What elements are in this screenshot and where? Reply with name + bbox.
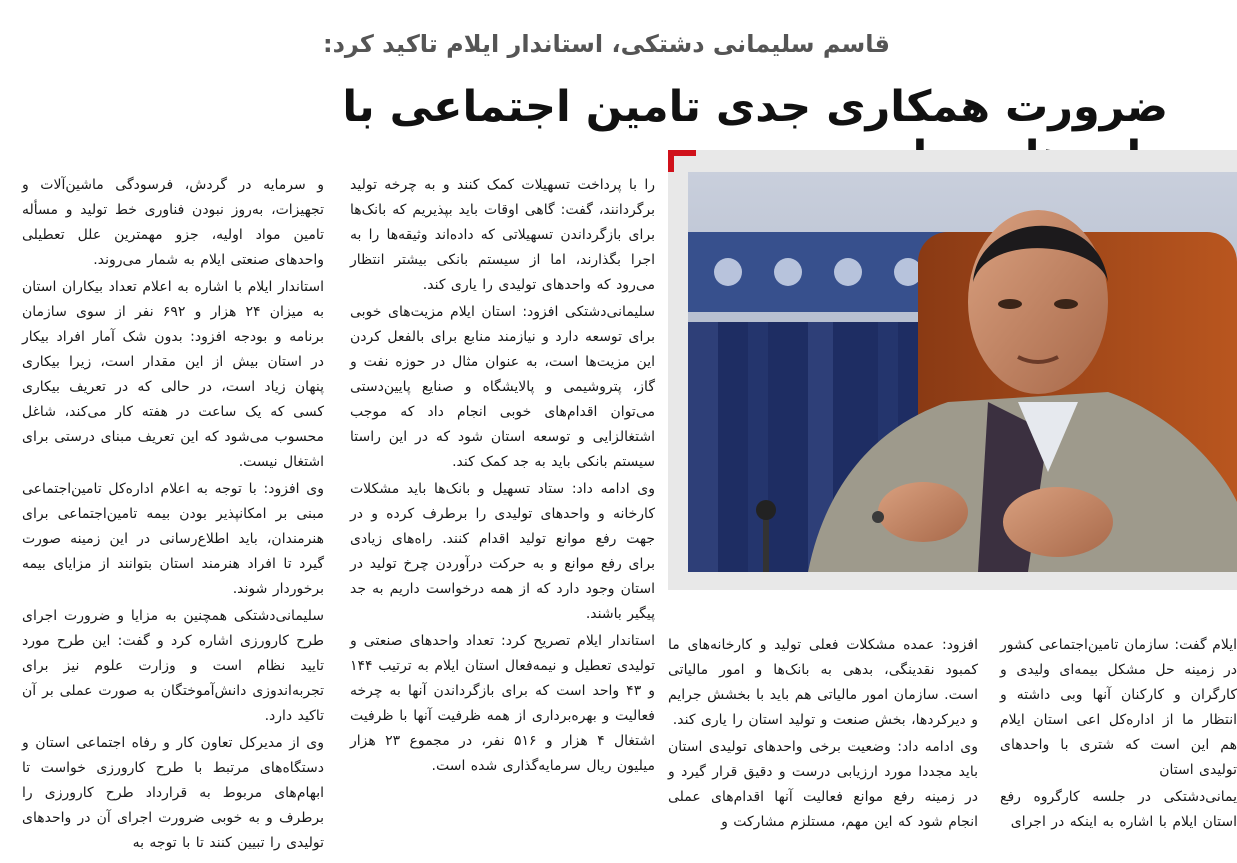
article-column-4: [1000, 633, 1237, 837]
paragraph: وی ادامه داد: ستاد تسهیل و بانک‌ها باید مشکلات کارخانه و واحدهای تولیدی را برطرف کرده و در جهت رفع موانع تولید اقدام کنند. راه‌های زیادی برای رفع موانع و به حرکت درآوردن چرخ تولید در استان وجود دارد که از همه درخواست داریم به جد پیگیر باشند.: [350, 481, 655, 622]
paragraph: وی از مدیرکل تعاون کار و رفاه اجتماعی استان و دستگاه‌های مرتبط با طرح کارورزی خواست تا ابهام‌های مربوط به قرارداد طرح کارورزی را برطرف و به خوبی ضرورت اجرای آن در واحدهای تولیدی را تبیین کنند تا با توجه به: [22, 735, 324, 851]
paragraph: استاندار ایلام تصریح کرد: تعداد واحدهای صنعتی و تولیدی تعطیل و نیمه‌فعال استان ایلام به ترتیب ۱۴۴ و ۴۳ واحد است که برای بازگرداندن آنها به چرخه فعالیت و بهره‌برداری از همه ظرفیت آنها با ظرفیت اشتغال ۴ هزار و ۵۱۶ نفر، در مجموع ۲۳ هزار میلیون ریال سرمایه‌گذاری شده است.: [350, 633, 655, 774]
paragraph: سلیمانی‌دشتکی افزود: استان ایلام مزیت‌های خوبی برای توسعه دارد و نیازمند منابع برای بالفعل کردن این مزیت‌ها است، به عنوان مثال در حوزه نفت و گاز، پتروشیمی و پالایشگاه و صنایع پایین‌دستی می‌توان اقدام‌های خوبی انجام داد که موجب اشتغالزایی و توسعه استان شود که در این راستا سیستم بانکی باید به جد کمک کند.: [350, 304, 655, 470]
paragraph: و سرمایه در گردش، فرسودگی ماشین‌آلات و تجهیزات، به‌روز نبودن فناوری خط تولید و مسأله تامین مواد اولیه، جزو مهمترین علل تعطیلی واحدهای صنعتی ایلام به شمار می‌روند.: [22, 177, 324, 268]
article-headline: ضرورت همکاری جدی تامین اجتماعی با: [342, 82, 1168, 132]
paragraph: یمانی‌دشتکی در جلسه کارگروه رفع استان ایلام با اشاره به اینکه در اجرای: [1000, 789, 1237, 830]
paragraph: وی ادامه داد: وضعیت برخی واحدهای تولیدی استان باید مجددا مورد ارزیابی درست و دقیق قرار گیرد و در زمینه رفع موانع فعالیت آنها اقدام‌های عملی انجام شود که این مهم، مستلزم مشارکت و: [668, 739, 978, 830]
paragraph: استاندار ایلام با اشاره به اعلام تعداد بیکاران استان به میزان ۲۴ هزار و ۶۹۲ نفر از سوی سازمان برنامه و بودجه افزود: بدون شک آمار افراد بیکار در استان بیش از این مقدار است، زیرا بیکاری پنهان زیاد است، در حالی که در تعریف بیکاری کسی که یک ساعت در هفته کار می‌کند، شاغل محسوب می‌شود که این تعریف مبنای درستی برای اشتغال نیست.: [22, 279, 324, 470]
article-column-3: [668, 633, 978, 837]
article-column-2: [350, 173, 655, 781]
paragraph: افزود: عمده مشکلات فعلی تولید و کارخانه‌های ما کمبود نقدینگی، بدهی به بانک‌ها و امور مالیاتی است. سازمان امور مالیاتی هم باید با بخشش جرایم و دیرکردها، بخش صنعت و تولید استان را یاری کند.: [668, 637, 978, 728]
paragraph: وی افزود: با توجه به اعلام اداره‌کل تامین‌اجتماعی مبنی بر امکانپذیر بودن بیمه تامین‌اجتماعی برای هنرمندان، باید اطلاع‌رسانی در این زمینه صورت گیرد تا افراد هنرمند استان بتوانند از مزایای بیمه برخوردار شوند.: [22, 481, 324, 597]
paragraph: ایلام گفت: سازمان تامین‌اجتماعی کشور در زمینه حل مشکل بیمه‌ای ولیدی و کارگران و کارکنان آنها وبی داشته و انتظار ما از اداره‌کل اعی استان ایلام هم این است که شتری با واحدهای تولیدی استان: [1000, 637, 1237, 778]
paragraph: را با پرداخت تسهیلات کمک کنند و به چرخه تولید برگردانند، گفت: گاهی اوقات باید بپذیریم که بانک‌ها برای بازگرداندن تسهیلاتی که داده‌اند وثیقه‌ها را به اجرا بگذارند، اما از سیستم بانکی بیشتر انتظار می‌رود که واحدهای تولیدی را یاری کند.: [350, 177, 655, 293]
paragraph: سلیمانی‌دشتکی همچنین به مزایا و ضرورت اجرای طرح کارورزی اشاره کرد و گفت: این طرح مورد تایید نظام است و وزارت علوم نیز برای تجربه‌اندوزی دانش‌آموختگان به صورت عملی بر آن تاکید دارد.: [22, 608, 324, 724]
article-column-1: [22, 173, 324, 858]
portrait-photo: [688, 172, 1237, 572]
article-kicker: قاسم سلیمانی دشتکی، استاندار ایلام تاکید کرد:: [323, 30, 890, 58]
accent-bar-vertical: [668, 150, 674, 172]
